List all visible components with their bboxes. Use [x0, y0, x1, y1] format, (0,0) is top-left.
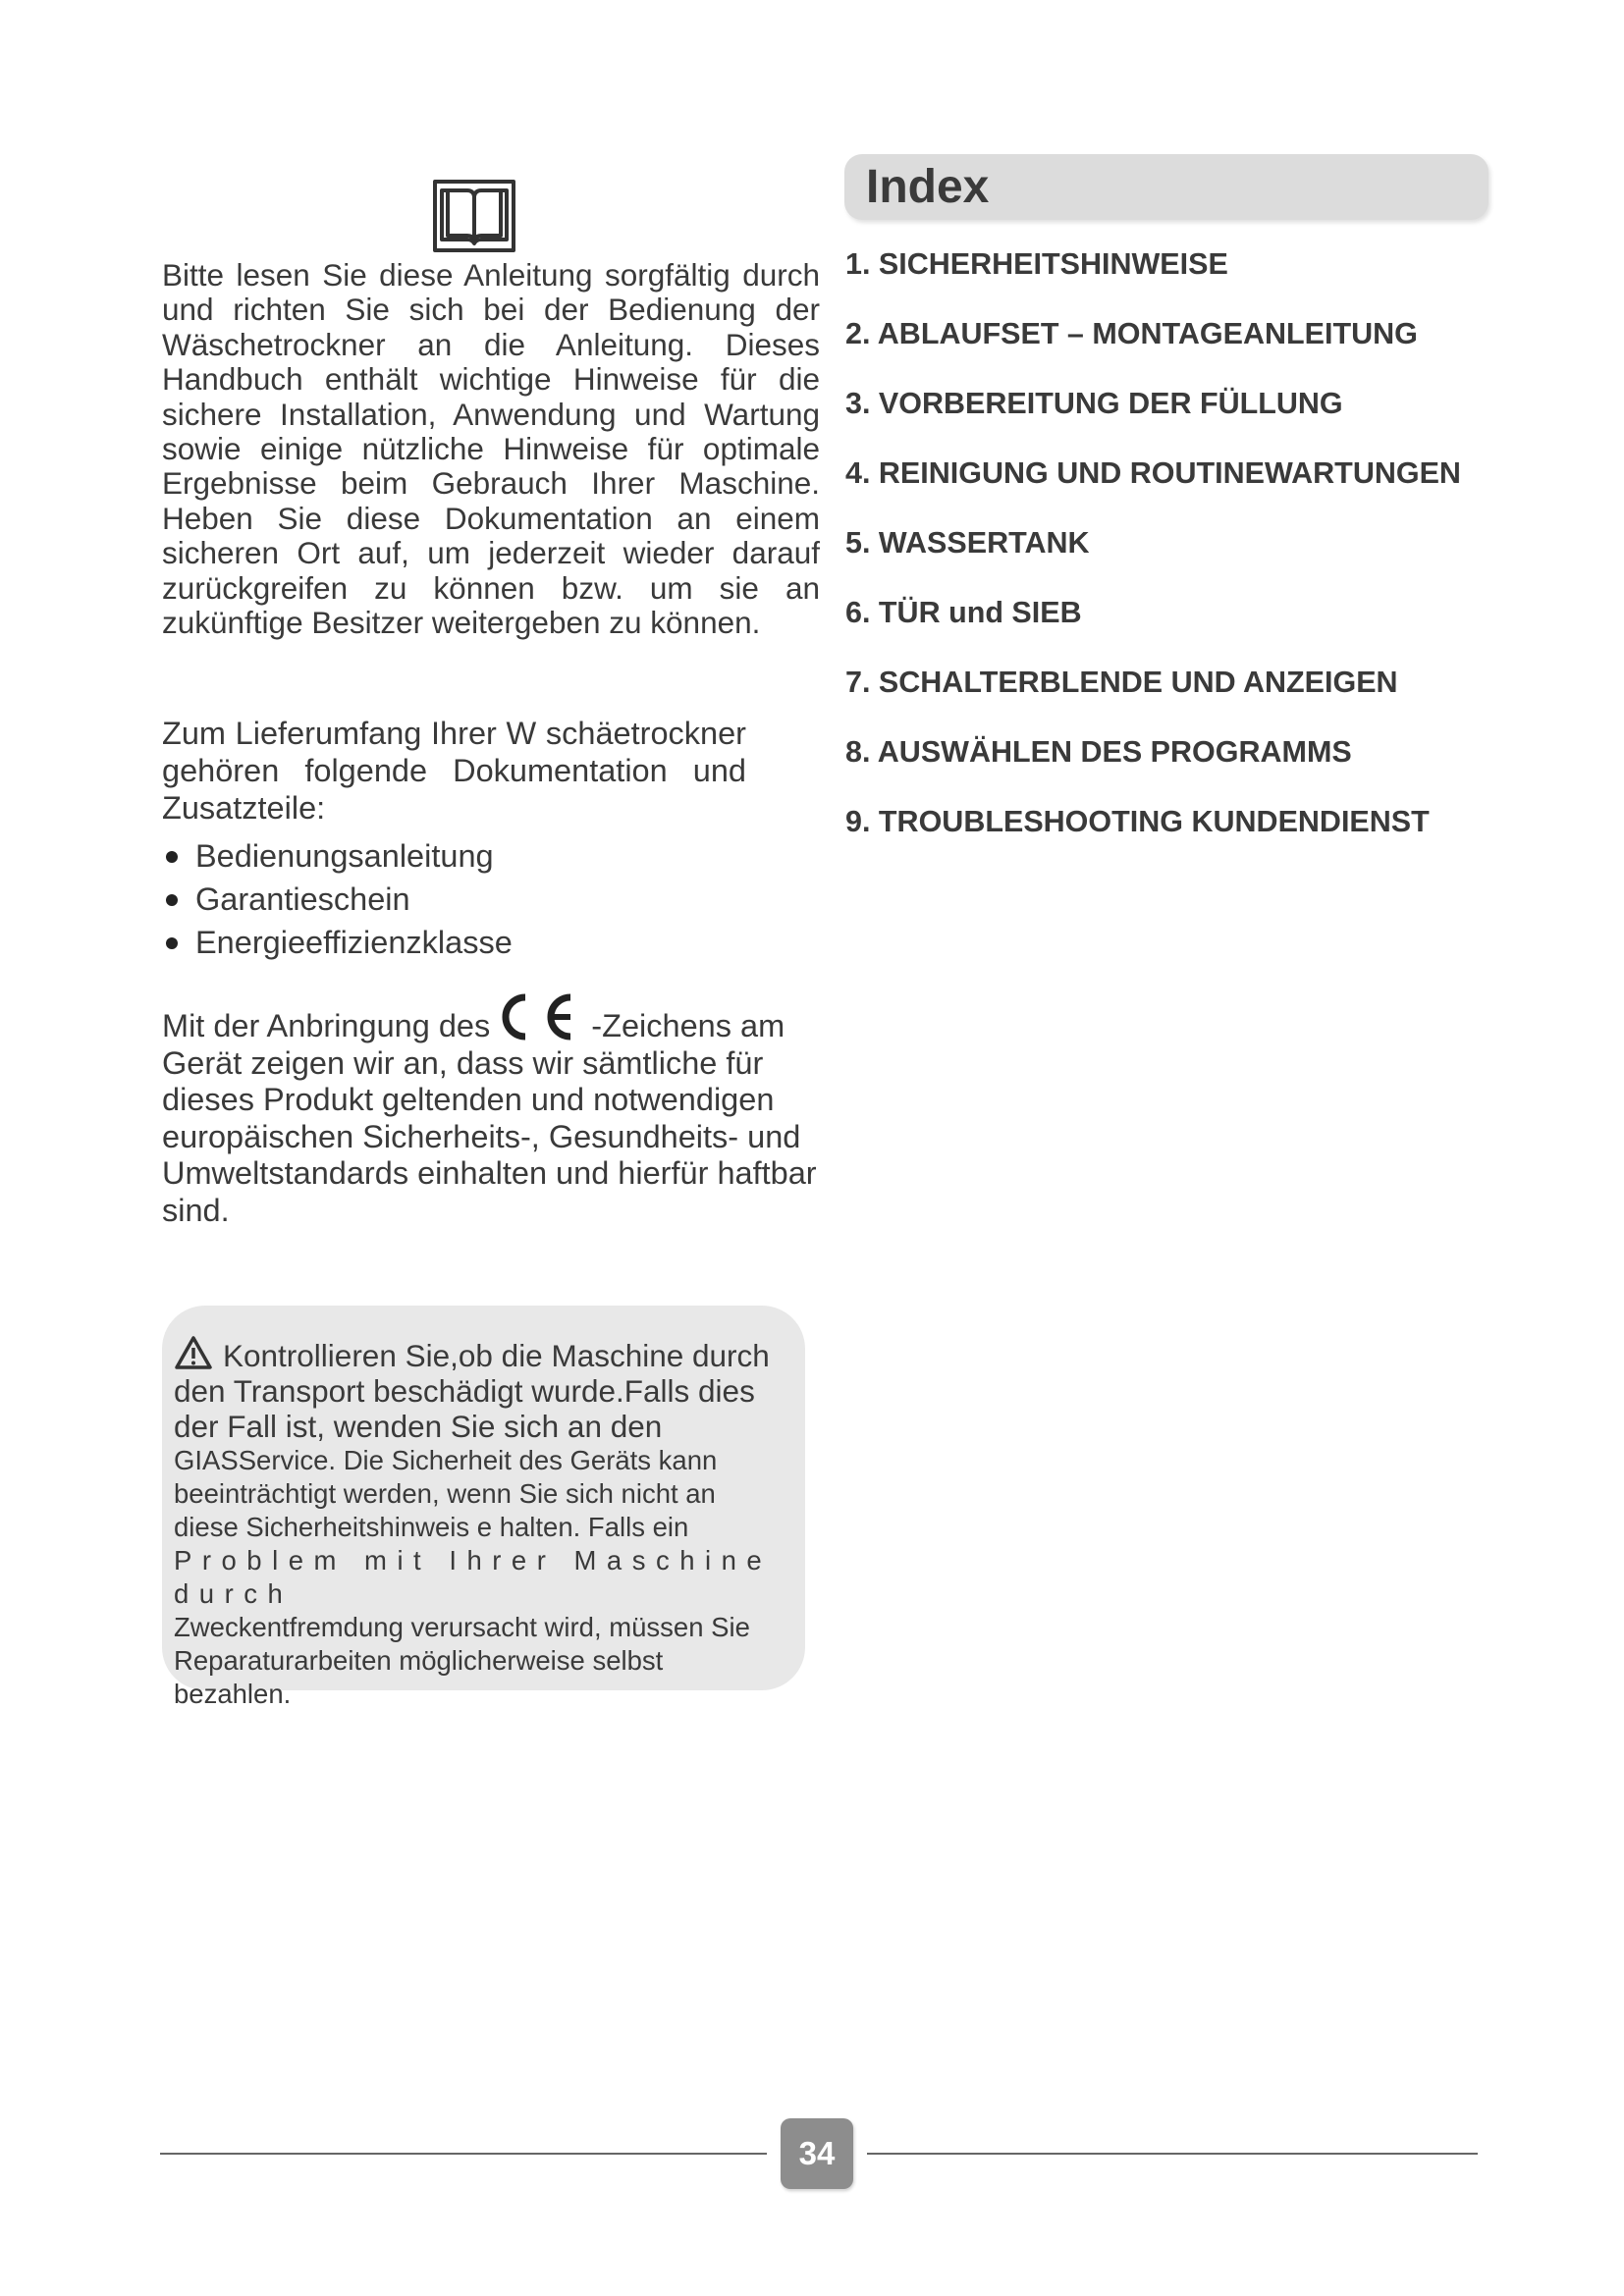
toc-item: 4. REINIGUNG UND ROUTINEWARTUNGEN: [845, 456, 1461, 490]
footer-divider-left: [160, 2153, 767, 2155]
list-item: Garantieschein: [162, 878, 746, 921]
warning-line-7: Problem mit Ihrer Maschine durch: [174, 1545, 773, 1609]
list-item: Bedienungsanleitung: [162, 834, 746, 878]
ce-mark-icon: [492, 991, 578, 1042]
book-icon: [432, 179, 516, 253]
toc-item: 5. WASSERTANK: [845, 526, 1090, 560]
ce-statement: [162, 991, 830, 1229]
warning-line-2: den Transport beschädigt wurde.Falls dies: [174, 1373, 755, 1409]
warning-line-4: GIASService. Die Sicherheit des Geräts kann: [174, 1445, 718, 1475]
delivery-contents: [162, 715, 746, 964]
warning-line-5: beeinträchtigt werden, wenn Sie sich nicht an: [174, 1478, 716, 1509]
toc-item: 2. ABLAUFSET – MONTAGEANLEITUNG: [845, 317, 1418, 350]
warning-triangle-icon: [174, 1335, 213, 1370]
warning-line-3: der Fall ist, wenden Sie sich an den: [174, 1409, 663, 1444]
warning-line-8: Zweckentfremdung verursacht wird, müssen Sie: [174, 1612, 750, 1642]
index-title: Index: [866, 161, 990, 213]
toc-item: 6. TÜR und SIEB: [845, 596, 1082, 629]
toc-item: 7. SCHALTERBLENDE UND ANZEIGEN: [845, 666, 1398, 699]
list-item: Energieeffizienzklasse: [162, 921, 746, 964]
warning-line-6: diese Sicherheitshinweis e halten. Falls ein: [174, 1512, 689, 1542]
intro-paragraph: Bitte lesen Sie diese Anleitung sorgfältig durch und richten Sie sich bei der Bedienung der Wäschetrockner an die Anleitung. Dieses Handbuch enthält wichtige Hinweise für die sichere Installation, Anwendung und Wartung sowie einige nützliche Hinweise für optimale Ergebnisse beim Gebrauch Ihrer Maschine. Heben Sie diese Dokumentation an einem sicheren Ort auf, um jederzeit wieder darauf zurückgreifen zu können bzw. um sie an zukünftige Besitzer weitergeben zu können.: [162, 257, 820, 641]
toc-item: 3. VORBEREITUNG DER FÜLLUNG: [845, 387, 1343, 420]
warning-text: [174, 1335, 864, 1711]
ce-text-before: Mit der Anbringung des: [162, 1008, 491, 1043]
page-number-badge: 34: [781, 2118, 853, 2189]
warning-line-10: bezahlen.: [174, 1679, 292, 1709]
delivery-lead: Zum Lieferumfang Ihrer W schäetrockner gehören folgende Dokumentation und Zusatzteile:: [162, 716, 746, 826]
footer-divider-right: [867, 2153, 1478, 2155]
index-header: [844, 154, 1489, 220]
ce-text-after: -Zeichens am Gerät zeigen wir an, dass wir sämtliche für dieses Produkt geltenden und notwendigen europäischen Sicherheits-, Gesundheits- und Umweltstandards einhalten und hierfür haftbar sind.: [162, 1008, 817, 1228]
warning-line-9: Reparaturarbeiten möglicherweise selbst: [174, 1645, 664, 1676]
toc-item: 9. TROUBLESHOOTING KUNDENDIENST: [845, 805, 1430, 838]
delivery-list: [162, 834, 746, 964]
warning-line-1: Kontrollieren Sie,ob die Maschine durch: [223, 1338, 770, 1373]
warning-box: [162, 1306, 805, 1709]
toc-item: 8. AUSWÄHLEN DES PROGRAMMS: [845, 735, 1352, 769]
toc-item: 1. SICHERHEITSHINWEISE: [845, 247, 1228, 281]
table-of-contents: [845, 246, 1461, 874]
intro-section: [162, 258, 820, 640]
